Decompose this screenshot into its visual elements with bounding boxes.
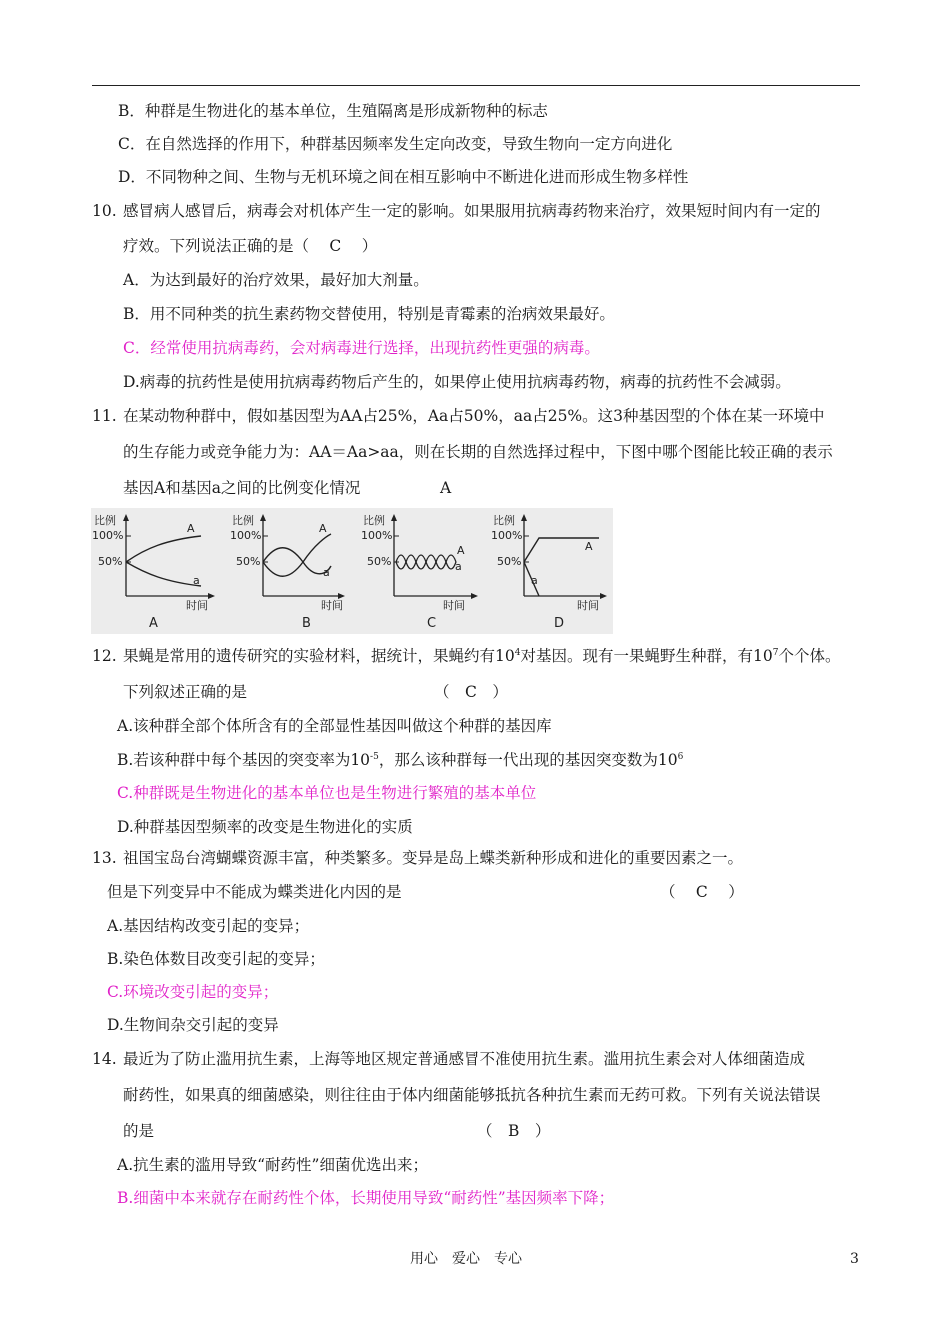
q12-answer: （ C ） xyxy=(434,683,508,701)
q13-option-b: B.染色体数目改变引起的变异； xyxy=(107,950,325,968)
q12-stem-line2: 下列叙述正确的是 xyxy=(123,683,248,701)
panel-d-letter: D xyxy=(554,616,565,631)
q10-option-d: D.病毒的抗药性是使用抗病毒药物后产生的，如果停止使用抗病毒药物，病毒的抗药性不会减弱。 xyxy=(123,373,791,391)
q11-stem-line3: 基因A和基因a之间的比例变化情况 xyxy=(123,479,361,497)
q14-stem-line3: 的是 xyxy=(123,1122,155,1140)
q10-option-c-answer: C．经常使用抗病毒药，会对病毒进行选择，出现抗药性更强的病毒。 xyxy=(123,339,600,357)
q11-stem-line2: 的生存能力或竞争能力为：AA＝Aa>aa，则在长期的自然选择过程中，下图中哪个图能比较正确的表示 xyxy=(123,443,833,461)
graph-panel-a xyxy=(92,513,215,631)
panel-a-letter: A xyxy=(149,616,158,631)
page-number: 3 xyxy=(850,1251,859,1267)
q11-stem-line1: 在某动物种群中，假如基因型为AA占25%，Aa占50%，aa占25%。这3种基因型的个体在某一环境中 xyxy=(123,407,825,425)
graph-panel-b xyxy=(230,513,345,631)
panel-b-tick-100: 100% xyxy=(230,529,262,542)
panel-c-curve-a-label: A xyxy=(457,544,465,557)
panel-a-curve-lower-label: a xyxy=(193,574,200,587)
panel-a-ylabel: 比例 xyxy=(94,514,116,527)
q11-number: 11. xyxy=(92,407,117,425)
panel-d-xlabel: 时间 xyxy=(577,599,599,612)
panel-c-ylabel: 比例 xyxy=(363,514,385,527)
panel-b-letter: B xyxy=(302,616,311,631)
q12-option-b: B.若该种群中每个基因的突变率为$10^{-5}$，那么该种群每一代出现的基因突变数为$10^6$ xyxy=(117,751,684,769)
q14-stem-line2: 耐药性，如果真的细菌感染，则往往由于体内细菌能够抵抗各种抗生素而无药可救。下列有关说法错误 xyxy=(123,1086,821,1104)
q14-number: 14. xyxy=(92,1050,117,1068)
q12-stem-line1: 果蝇是常用的遗传研究的实验材料，据统计，果蝇约有$10^4$对基因。现有一果蝇野生种群，有$10^7$个个体。 xyxy=(123,647,841,665)
q10-stem-line2: 疗效。下列说法正确的是（ C ） xyxy=(123,237,378,255)
panel-c-xlabel: 时间 xyxy=(443,599,465,612)
q13-option-a: A.基因结构改变引起的变异； xyxy=(107,917,310,935)
q12-option-c-answer: C.种群既是生物进化的基本单位也是生物进行繁殖的基本单位 xyxy=(117,784,537,802)
q13-answer: （ C ） xyxy=(660,883,744,901)
panel-b-ylabel: 比例 xyxy=(232,514,254,527)
panel-a-xlabel: 时间 xyxy=(186,599,208,612)
q14-option-b-answer: B.细菌中本来就存在耐药性个体，长期使用导致“耐药性”基因频率下降； xyxy=(117,1189,615,1207)
panel-d-tick-100: 100% xyxy=(491,529,523,542)
header-rule xyxy=(92,85,860,86)
panel-d-ylabel: 比例 xyxy=(493,514,515,527)
q13-stem-line2: 但是下列变异中不能成为蝶类进化内因的是 xyxy=(107,883,402,901)
panel-d-curve-lower-label: a xyxy=(531,574,538,587)
q9-option-b: B．种群是生物进化的基本单位，生殖隔离是形成新物种的标志 xyxy=(118,102,548,120)
ratio-change-figure xyxy=(91,508,613,634)
panel-a-tick-50: 50% xyxy=(98,555,123,568)
q12-option-d: D.种群基因型频率的改变是生物进化的实质 xyxy=(117,818,413,836)
q9-option-d: D．不同物种之间、生物与无机环境之间在相互影响中不断进化进而形成生物多样性 xyxy=(118,168,689,186)
q14-stem-line1: 最近为了防止滥用抗生素，上海等地区规定普通感冒不准使用抗生素。滥用抗生素会对人体细菌造成 xyxy=(123,1050,806,1068)
panel-c-curve-lower-label: a xyxy=(455,560,462,573)
q13-number: 13. xyxy=(92,849,117,867)
q13-option-d: D.生物间杂交引起的变异 xyxy=(107,1016,279,1034)
panel-d-curve-a-label: A xyxy=(585,540,593,553)
graph-panel-d xyxy=(491,513,607,631)
q14-option-a: A.抗生素的滥用导致“耐药性”细菌优选出来； xyxy=(117,1156,428,1174)
panel-a-tick-100: 100% xyxy=(92,529,124,542)
q10-option-b: B．用不同种类的抗生素药物交替使用，特别是青霉素的治病效果最好。 xyxy=(123,305,615,323)
footer-motto: 用心 爱心 专心 xyxy=(410,1251,522,1267)
panel-b-curve-lower-label: a xyxy=(323,566,330,579)
q10-number: 10. xyxy=(92,202,117,220)
panel-a-curve-a-label: A xyxy=(187,522,195,535)
q11-answer: A xyxy=(440,479,452,497)
q12-number: 12. xyxy=(92,647,117,665)
panel-b-tick-50: 50% xyxy=(236,555,261,568)
q14-answer: （ B ） xyxy=(477,1122,551,1140)
panel-c-tick-50: 50% xyxy=(367,555,392,568)
q12-option-a: A.该种群全部个体所含有的全部显性基因叫做这个种群的基因库 xyxy=(117,717,552,735)
q10-option-a: A．为达到最好的治疗效果，最好加大剂量。 xyxy=(123,271,429,289)
panel-d-tick-50: 50% xyxy=(497,555,522,568)
panel-b-curve-a-label: A xyxy=(319,522,327,535)
graph-panel-c xyxy=(361,513,478,631)
q13-option-c-answer: C.环境改变引起的变异； xyxy=(107,983,279,1001)
panel-c-tick-100: 100% xyxy=(361,529,393,542)
panel-c-letter: C xyxy=(427,616,437,631)
q10-stem-line1: 感冒病人感冒后，病毒会对机体产生一定的影响。如果服用抗病毒药物来治疗，效果短时间内有一定的 xyxy=(123,202,821,220)
q13-stem-line1: 祖国宝岛台湾蝴蝶资源丰富，种类繁多。变异是岛上蝶类新种形成和进化的重要因素之一。 xyxy=(123,849,744,867)
panel-b-xlabel: 时间 xyxy=(321,599,343,612)
q9-option-c: C．在自然选择的作用下，种群基因频率发生定向改变，导致生物向一定方向进化 xyxy=(118,135,673,153)
